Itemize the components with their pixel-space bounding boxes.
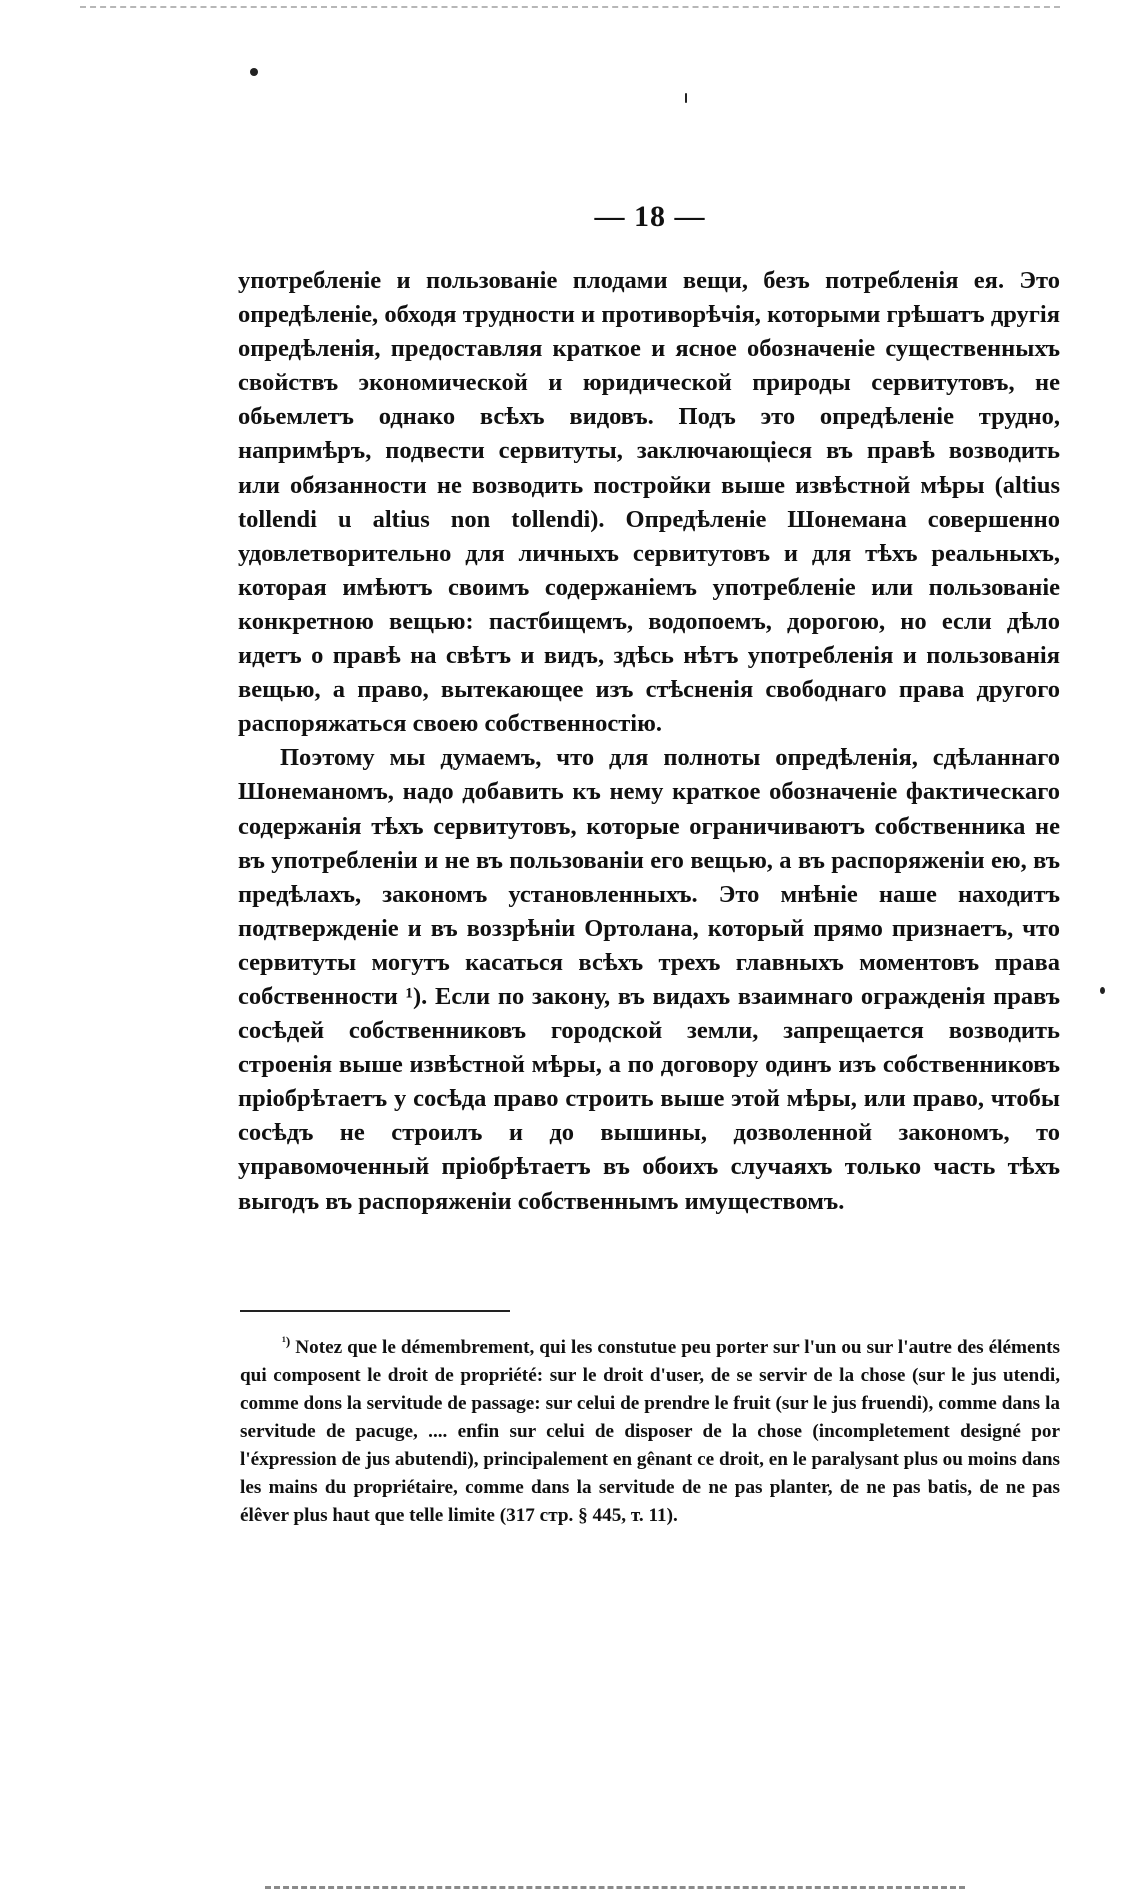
scan-speck: [250, 68, 258, 76]
scan-edge-top: [80, 6, 1060, 8]
scan-speck: [685, 93, 687, 103]
scan-speck: [1100, 987, 1105, 994]
footnote: [240, 1334, 1060, 1530]
paragraph: употребленіе и пользованіе плодами вещи, безъ потребленія ея. Это опредѣленіе, обходя трудности и противорѣчія, которыми грѣшатъ другія опредѣленія, предоставляя краткое и ясное обозначеніе существенныхъ свойствъ экономической и юридической природы сервитутовъ, не обьемлетъ однако всѣхъ видовъ. Подъ это опредѣленіе трудно, напримѣръ, подвести сервитуты, заключающіеся въ правѣ возводить или обязанности не возводить постройки выше извѣстной мѣры (altius tollendi u altius non tollendi). Опредѣленіе Шонемана совершенно удовлетворительно для личныхъ сервитутовъ и для тѣхъ реальныхъ, которая имѣютъ своимъ содержаніемъ употребленіе или пользованіе конкретною вещью: пастбищемъ, водопоемъ, дорогою, но если дѣло идетъ о правѣ на свѣтъ и видъ, здѣсь нѣтъ употребленія и пользованія вещью, а право, вытекающее изъ стѣсненія свободнаго права другого распоряжаться своею собственностію.: [238, 267, 1060, 738]
paragraph: Поэтому мы думаемъ, что для полноты опредѣленія, сдѣланнаго Шонеманомъ, надо добавить къ нему краткое обозначеніе фактическаго содержанія тѣхъ сервитутовъ, которые ограничиваютъ собственника не въ употребленіи и не въ пользованіи его вещью, а въ распоряженіи ею, въ предѣлахъ, закономъ установленныхъ. Это мнѣніе наше находитъ подтвержденіе и въ воззрѣніи Ортолана, который прямо признаетъ, что сервитуты могутъ касаться всѣхъ трехъ главныхъ моментовъ права собственности ¹). Если по закону, въ видахъ взаимнаго огражденія правъ сосѣдей собственниковъ городской земли, запрещается возводить строенія выше извѣстной мѣры, а по договору одинъ изъ собственниковъ пріобрѣтаетъ у сосѣда право строить выше этой мѣры, или право, чтобы сосѣдъ не строилъ и до вышины, дозволенной закономъ, то управомоченный пріобрѣтаетъ въ обоихъ случаяхъ только часть тѣхъ выгодъ въ распоряженіи собственнымъ имуществомъ.: [238, 744, 1060, 1215]
body-text: [238, 264, 1060, 1219]
page-number: — 18 —: [594, 200, 706, 233]
footnote-divider: [240, 1310, 510, 1312]
footnote-marker: ¹): [282, 1333, 291, 1349]
footnote-text: Notez que le démembrement, qui les constutue peu porter sur l'un ou sur l'autre des éléments qui composent le droit de propriété: sur le droit d'user, de se servir de la chose (sur le jus utendi, comme dons la servitude de passage: sur celui de prendre le fruit (sur le jus fruendi), comme dans la servitude de pacuge, .... enfin sur celui de disposer de la chose (incompletement designé por l'éxpression de jus abutendi), principalement en gênant ce droit, en le paralysant plus ou moins dans les mains du propriétaire, comme dans la servitude de ne pas planter, de ne pas batis, de ne pas élêver plus haut que telle limite (317 стр. § 445, т. 11).: [240, 1337, 1061, 1526]
scan-edge-bottom: [265, 1886, 965, 1889]
